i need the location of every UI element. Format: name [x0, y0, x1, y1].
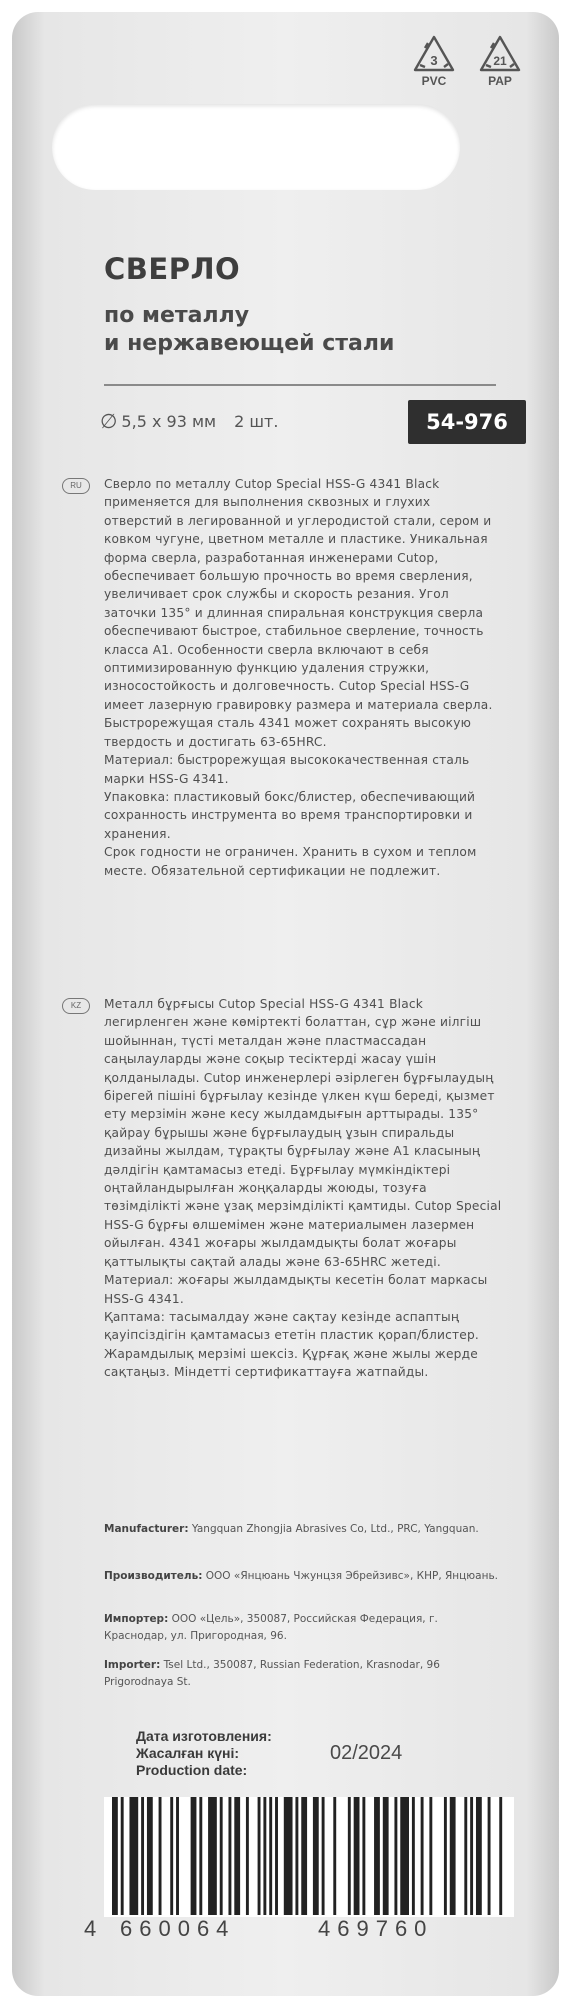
company-text: Yangquan Zhongjia Abrasives Co, Ltd., PRC, Yangquan.	[191, 1523, 479, 1535]
barcode-bar	[258, 1797, 261, 1915]
description-paragraph: Қаптама: тасымалдау және сақтау кезінде аспаптың қауіпсіздігін қамтамасыз ететін пластик қорап/блистер.	[104, 1309, 479, 1343]
language-badge-kz: KZ	[62, 998, 90, 1014]
company-text: ООО «Янцюань Чжунцзя Эбрейзивс», КНР, Янцюань.	[205, 1570, 498, 1582]
company-text: ООО «Цель», 350087, Российская Федерация, г. Краснодар, ул. Пригородная, 96.	[104, 1613, 438, 1642]
barcode	[104, 1797, 514, 1917]
barcode-bar	[450, 1797, 456, 1915]
recycle-number: 21	[493, 54, 507, 68]
description-paragraph: Упаковка: пластиковый бокс/блистер, обеспечивающий сохранность инструмента во время транспортировки и хранения.	[104, 789, 476, 841]
manufacturer-info	[104, 1521, 504, 1538]
barcode-bar	[170, 1797, 173, 1915]
barcode-bar	[333, 1797, 336, 1915]
barcode-bar	[362, 1797, 365, 1915]
description-paragraph: Материал: жоғары жылдамдықты кесетін болат маркасы HSS-G 4341.	[104, 1273, 488, 1306]
barcode-bar	[159, 1797, 162, 1915]
production-date-labels	[136, 1728, 272, 1779]
barcode-bar	[246, 1797, 249, 1915]
recycle-label: PAP	[488, 74, 512, 88]
product-title: СВЕРЛО	[104, 252, 241, 286]
subtitle-line: по металлу	[104, 303, 250, 328]
barcode-bar	[488, 1797, 491, 1915]
recycle-label: PVC	[421, 74, 447, 88]
description-kz	[104, 995, 502, 1382]
barcode-bar	[112, 1797, 118, 1915]
manufacturer-ru-info	[104, 1568, 504, 1585]
recycle-symbol-pap	[472, 34, 528, 88]
barcode-bar	[348, 1797, 351, 1915]
company-text: Tsel Ltd., 350087, Russian Federation, Krasnodar, 96 Prigorodnaya St.	[104, 1659, 440, 1688]
barcode-bar	[476, 1797, 482, 1915]
barcode-bar	[129, 1797, 138, 1915]
description-paragraph: Металл бұрғысы Cutop Special HSS-G 4341 Black легирленген және көміртекті болаттан, сұр және иілгіш шойыннан, түсті металдан және пластмассадан саңылауларды және соқыр тесіктерді жасау үшін қолданылады. Cutop инженерлері әзірлеген бұрғылаудың бірегей пішіні бұрғылау кезінде үлкен күш береді, қызмет ету мерзімін және кесу жылдамдығын арттырады. 135° қайрау бұрышы және бұрғылаудың ұзын спиральды дизайны жылдам, тұрақты бұрғылау және А1 класының дәлдігін қамтамасыз етеді. Бұрғылау мүмкіндіктері оңтайландырылған жоңқаларды жоюды, тозуға төзімділікті және ұзақ мерзімділікті қамтиды. Cutop Special HSS-G бұрғы өлшемімен және материалымен лазермен ойылған. 4341 жоғары жылдамдықты болат жоғары қаттылықты сақтай алады және 63-65HRC жетеді.	[104, 997, 502, 1269]
article-number: 54-976	[408, 400, 526, 444]
description-paragraph: Срок годности не ограничен. Хранить в сухом и теплом месте. Обязательной сертификации не подлежит.	[104, 845, 477, 878]
recycle-symbol-pvc	[406, 34, 462, 88]
barcode-bar	[191, 1797, 197, 1915]
barcode-bar	[322, 1797, 325, 1915]
barcode-bar	[295, 1797, 298, 1915]
company-label: Manufacturer:	[104, 1523, 189, 1535]
barcode-bar	[464, 1797, 467, 1915]
barcode-bar	[412, 1797, 415, 1915]
barcode-bar	[400, 1797, 409, 1915]
importer-en-info	[104, 1657, 504, 1691]
description-paragraph: Жарамдылық мерзімі шексіз. Құрғақ және жылы жерде сақтаңыз. Міндетті сертификаттауға жатпайды.	[104, 1346, 478, 1380]
description-paragraph: Материал: быстрорежущая высококачественная сталь марки HSS-G 4341.	[104, 753, 470, 786]
barcode-bar	[499, 1797, 502, 1915]
barcode-bar	[374, 1797, 380, 1915]
barcode-bar	[147, 1797, 153, 1915]
barcode-bar	[269, 1797, 272, 1915]
recycle-triangle-icon	[478, 34, 522, 74]
barcode-first-digit: 4	[84, 1916, 97, 1941]
company-label: Производитель:	[104, 1570, 203, 1582]
barcode-bar	[208, 1797, 217, 1915]
barcode-bar	[301, 1797, 307, 1915]
barcode-bar	[199, 1797, 202, 1915]
barcode-bars	[112, 1797, 508, 1915]
language-badge-ru: RU	[62, 478, 90, 494]
barcode-bar	[394, 1797, 397, 1915]
company-label: Importer:	[104, 1659, 161, 1671]
barcode-bar	[284, 1797, 293, 1915]
barcode-bar	[275, 1797, 278, 1915]
barcode-bar	[354, 1797, 360, 1915]
product-quantity: 2 шт.	[234, 412, 279, 431]
recycle-number: 3	[430, 53, 438, 68]
product-spec	[100, 409, 278, 433]
barcode-bar	[421, 1797, 424, 1915]
importer-ru-info	[104, 1611, 504, 1645]
barcode-bar	[228, 1797, 231, 1915]
barcode-bar	[121, 1797, 124, 1915]
barcode-bar	[429, 1797, 432, 1915]
product-size: 5,5 х 93 мм	[121, 412, 217, 431]
barcode-bar	[313, 1797, 319, 1915]
description-ru	[104, 475, 502, 880]
description-paragraph: Сверло по металлу Cutop Special HSS-G 4341 Black применяется для выполнения сквозных и глухих отверстий в легированной и углеродистой стали, сером и ковком чугуне, цветном металле и пластике. Уникальная форма сверла, разработанная инженерами Cutop, обеспечивает большую прочность во время сверления, увеличивает срок службы и скорость резания. Угол заточки 135° и длинная спиральная конструкция сверла обеспечивают быстрое, стабильное сверление, точность класса А1. Особенности сверла включают в себя оптимизированную функцию удаления стружки, износостойкость и долговечность. Cutop Special HSS-G имеет лазерную гравировку размера и материала сверла. Быстрорежущая сталь 4341 может сохранять высокую твердость и достигать 63-65HRC.	[104, 477, 493, 749]
production-date-label-en: Production date:	[136, 1762, 248, 1778]
production-date: 02/2024	[330, 1742, 403, 1764]
barcode-bar	[234, 1797, 240, 1915]
hang-hole	[52, 104, 460, 190]
barcode-bar	[263, 1797, 266, 1915]
barcode-bar	[220, 1797, 223, 1915]
barcode-bar	[383, 1797, 389, 1915]
product-subtitle	[104, 302, 504, 358]
company-label: Импортер:	[104, 1613, 169, 1625]
divider	[104, 384, 496, 386]
barcode-right-group: 469760	[318, 1916, 434, 1941]
recycle-triangle-icon	[412, 34, 456, 74]
production-date-label-kz: Жасалған күні:	[136, 1745, 240, 1761]
subtitle-line: и нержавеющей стали	[104, 331, 395, 356]
production-date-label-ru: Дата изготовления:	[136, 1728, 272, 1744]
diameter-icon: ∅	[100, 409, 118, 433]
barcode-bar	[176, 1797, 179, 1915]
barcode-bar	[444, 1797, 447, 1915]
barcode-left-group: 660064	[120, 1916, 236, 1941]
barcode-bar	[141, 1797, 144, 1915]
barcode-bar	[470, 1797, 473, 1915]
